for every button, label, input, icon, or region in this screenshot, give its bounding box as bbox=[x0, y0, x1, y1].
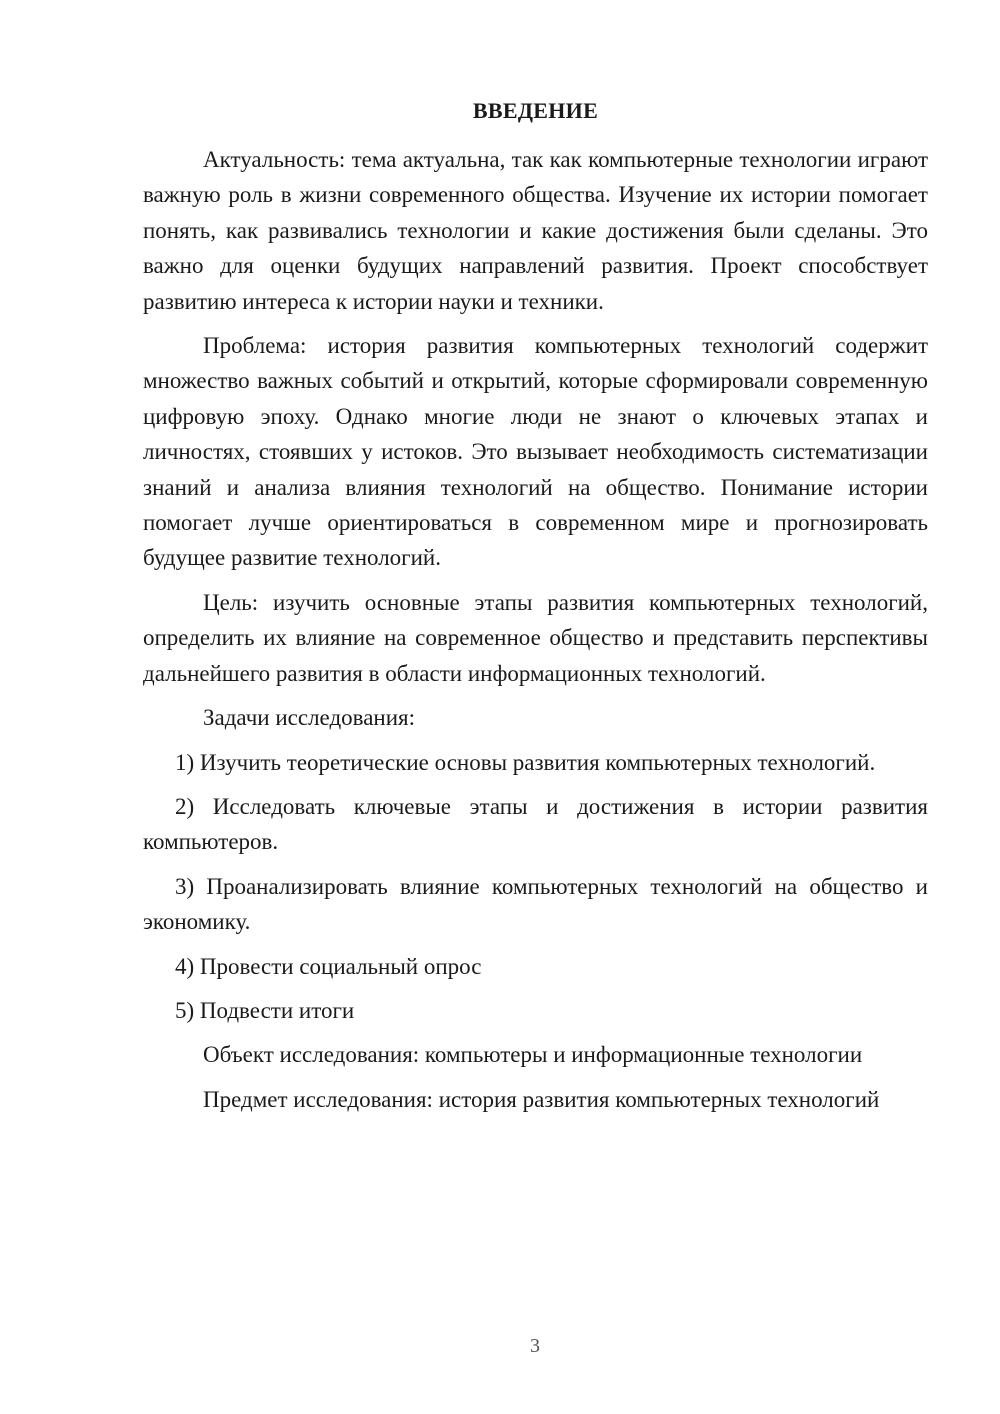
paragraph-subject: Предмет исследования: история развития компьютерных технологий bbox=[203, 1086, 880, 1112]
paragraph-goal: Цель: изучить основные этапы развития компьютерных технологий, определить их влияние на современное общество и представить перспективы дальнейшего развития в области информационных технологий. bbox=[143, 589, 928, 686]
paragraph-tasks-heading: Задачи исследования: bbox=[203, 705, 416, 731]
page-content bbox=[143, 96, 928, 1126]
paragraph-problem: Проблема: история развития компьютерных технологий содержит множество важных событий и открытий, которые сформировали современную цифровую эпоху. Однако многие люди не знают о ключевых этапах и личностях, стоявших у истоков. Это вызывает необходимость систематизации знаний и анализа влияния технологий на общество. Понимание истории помогает лучше ориентироваться в современном мире и прогнозировать будущее развитие технологий. bbox=[143, 333, 928, 571]
task-item-5: 5) Подвести итоги bbox=[175, 997, 355, 1023]
page-title: ВВЕДЕНИЕ bbox=[472, 98, 599, 123]
task-item-2: 2) Исследовать ключевые этапы и достижения в истории развития компьютеров. bbox=[143, 793, 928, 855]
task-item-3: 3) Проанализировать влияние компьютерных технологий на общество и экономику. bbox=[143, 873, 928, 935]
page-number: 3 bbox=[530, 1335, 540, 1357]
paragraph-relevance: Актуальность: тема актуальна, так как компьютерные технологии играют важную роль в жизни современного общества. Изучение их истории помогает понять, как развивались технологии и какие достижения были сделаны. Это важно для оценки будущих направлений развития. Проект способствует развитию интереса к истории науки и техники. bbox=[143, 147, 928, 314]
task-item-4: 4) Провести социальный опрос bbox=[175, 953, 482, 979]
task-item-1: 1) Изучить теоретические основы развития компьютерных технологий. bbox=[175, 749, 876, 775]
paragraph-object: Объект исследования: компьютеры и информационные технологии bbox=[203, 1042, 863, 1068]
